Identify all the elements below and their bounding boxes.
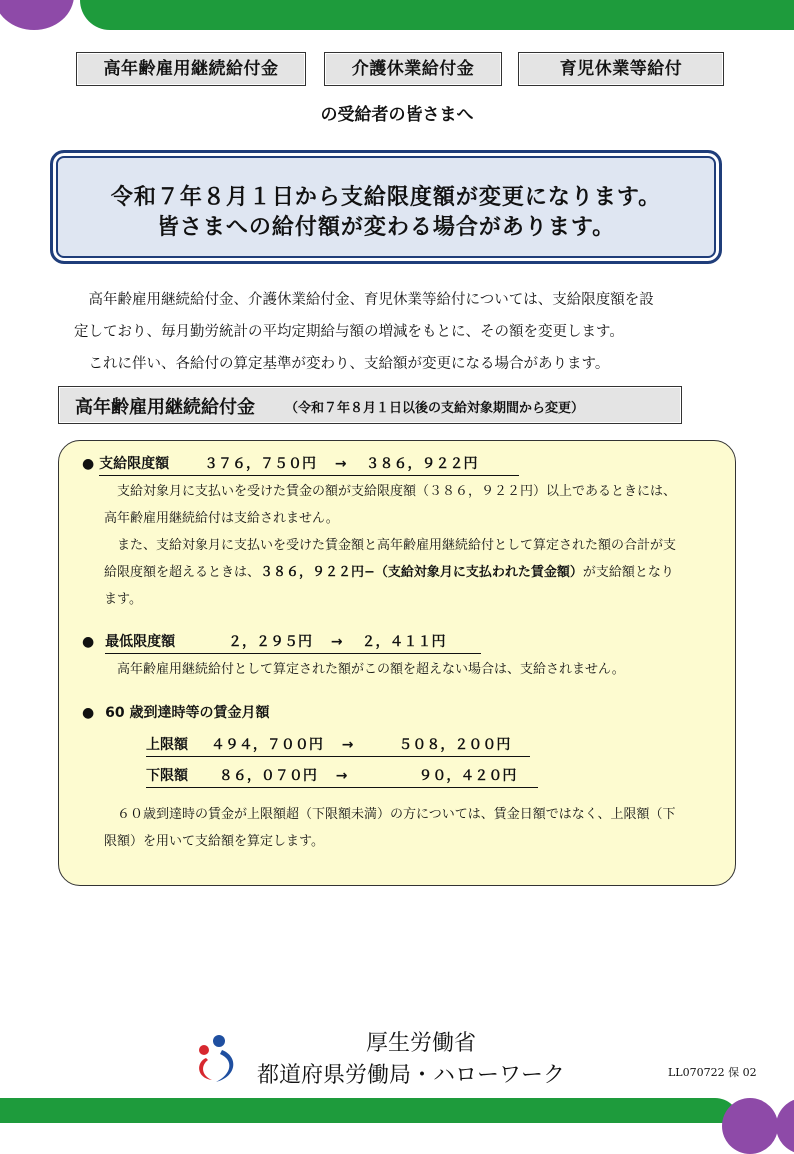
limit-from: ３７６，７５０円 [203, 456, 316, 472]
limit-body [104, 478, 724, 613]
header-box-elderly-benefit: 高年齢雇用継続給付金 [76, 52, 306, 86]
limit-to: ３８６，９２２円 [365, 456, 478, 472]
wage-lower-from: ８６，０７０円 [218, 768, 317, 784]
intro-line-2: 定しており、毎月勤労統計の平均定期給与額の増減をもとに、その額を変更します。 [74, 324, 624, 340]
wage-upper-label: 上限額 [146, 737, 188, 753]
minimum-row [82, 631, 481, 654]
notice-line-2: 皆さまへの給付額が変わる場合があります。 [156, 215, 616, 240]
notice-line-1: 令和７年８月１日から支給限度額が変更になります。 [110, 185, 662, 210]
minimum-arrow: → [330, 634, 343, 650]
limit-row [82, 453, 519, 476]
header-box-childcare-benefit: 育児休業等給付 [518, 52, 724, 86]
header-box-care-leave-benefit: 介護休業給付金 [324, 52, 502, 86]
minimum-text: 高年齢雇用継続給付として算定された額がこの額を超えない場合は、支給されません。 [117, 662, 625, 677]
top-green-bar [80, 0, 794, 30]
section-header [58, 386, 682, 424]
intro-line-1: 高年齢雇用継続給付金、介護休業給付金、育児休業等給付については、支給限度額を設 [74, 292, 654, 308]
limit-p2-line1: また、支給対象月に支払いを受けた賃金額と高年齢雇用継続給付として算定された額の合計が支 [117, 538, 677, 553]
wage-upper-arrow: → [341, 737, 354, 753]
minimum-label: 最低限度額 [105, 634, 176, 650]
minimum-underlined [105, 631, 481, 654]
limit-arrow: → [334, 456, 347, 472]
wage-note [104, 801, 724, 855]
limit-p2-line2-a: 給限度額を超えるときは、 [104, 565, 261, 580]
wage-upper-from: ４９４，７００円 [210, 737, 323, 753]
section-title: 高年齢雇用継続給付金 [75, 397, 255, 418]
bottom-right-purple-circle-1 [722, 1098, 778, 1154]
section-subtitle: （令和７年８月１日以後の支給対象期間から変更） [285, 401, 585, 416]
footer-code: LL070722 保 02 [668, 1066, 757, 1079]
minimum-from: ２，２９５円 [227, 634, 312, 650]
wage-upper-to: ５０８，２００円 [398, 737, 511, 753]
limit-p2-line2 [104, 559, 724, 586]
intro-text [74, 284, 724, 380]
bullet-icon: ● [82, 456, 95, 472]
bottom-green-bar [0, 1098, 740, 1123]
wage-note-line2: 限額）を用いて支給額を算定します。 [104, 834, 324, 849]
wage-lower-row [146, 765, 538, 788]
bullet-icon: ● [82, 634, 95, 650]
limit-p2-line2-c: が支給額となり [582, 565, 674, 580]
footer-ministry: 厚生労働省 [366, 1031, 477, 1056]
wage-lower-to: ９０，４２０円 [418, 768, 517, 784]
mhlw-logo-icon [192, 1032, 240, 1084]
minimum-body [117, 656, 717, 683]
intro-line-3: これに伴い、各給付の算定基準が変わり、支給額が変更になる場合があります。 [74, 356, 610, 372]
top-left-purple-circle [0, 0, 74, 30]
footer-org: 都道府県労働局・ハローワーク [257, 1063, 566, 1088]
limit-p2-line3: ます。 [104, 592, 142, 607]
limit-p2-formula: ３８６，９２２円−（支給対象月に支払われた賃金額） [260, 565, 583, 580]
wage-lower-arrow: → [335, 768, 348, 784]
wage-upper-row [146, 734, 530, 757]
limit-p1-line1: 支給対象月に支払いを受けた賃金の額が支給限度額（３８６，９２２円）以上であるときには、 [117, 484, 677, 499]
wage-lower-label: 下限額 [146, 768, 188, 784]
bottom-right-purple-circle-2 [776, 1098, 794, 1154]
limit-underlined [99, 453, 519, 476]
limit-label: 支給限度額 [99, 456, 170, 472]
recipients-heading: の受給者の皆さまへ [320, 105, 474, 125]
wage-label: 60 歳到達時等の賃金月額 [105, 705, 270, 721]
limit-p1-line2: 高年齢雇用継続給付は支給されません。 [104, 511, 339, 526]
minimum-to: ２，４１１円 [361, 634, 446, 650]
bullet-icon: ● [82, 705, 95, 721]
wage-row [82, 702, 269, 722]
wage-note-line1: ６０歳到達時の賃金が上限額超（下限額未満）の方については、賃金日額ではなく、上限額（下 [117, 807, 676, 822]
